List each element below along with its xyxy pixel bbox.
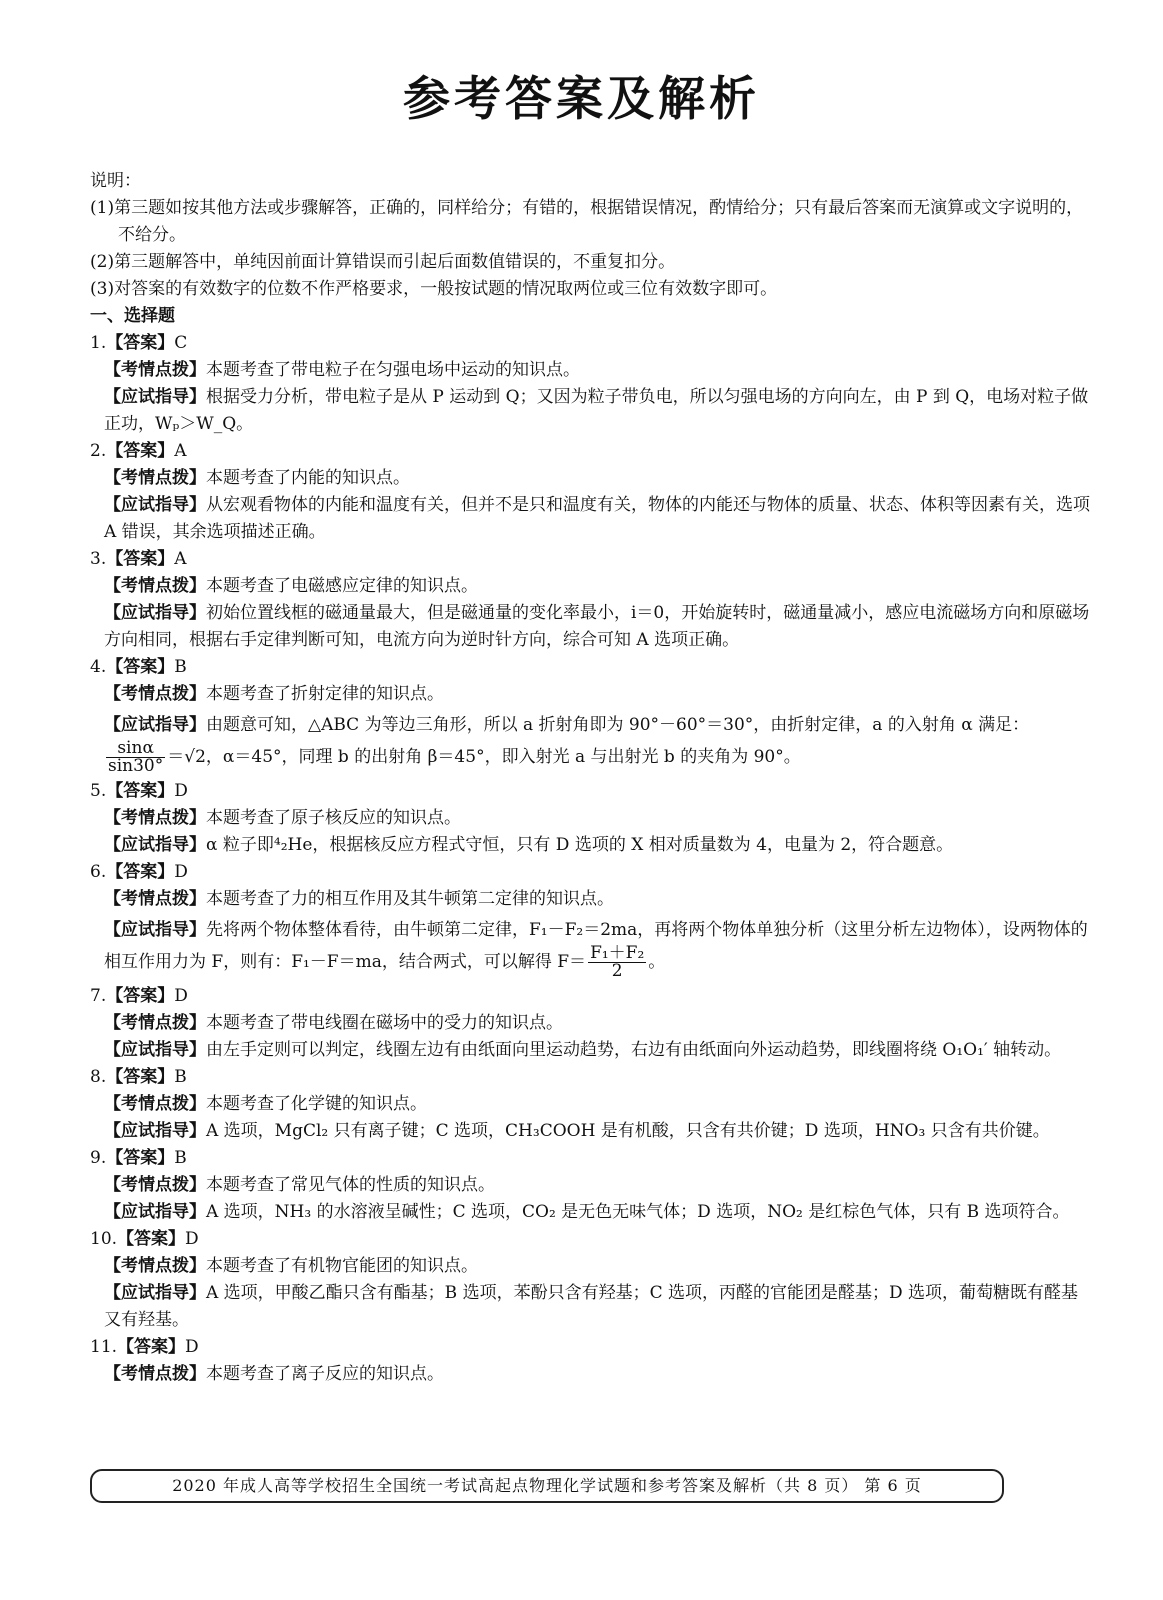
question-guide: 【应试指导】由左手定则可以判定，线圈左边有由纸面向里运动趋势，右边有由纸面向外运动趋势，即线圈将绕 O₁O₁′ 轴转动。 [104, 1040, 1062, 1060]
question-point: 【考情点拨】本题考查了折射定律的知识点。 [104, 684, 444, 704]
note-item: (1)第三题如按其他方法或步骤解答，正确的，同样给分；有错的，根据错误情况，酌情给分；只有最后答案而无演算或文字说明的，不给分。 [90, 198, 1084, 245]
page-footer: 2020 年成人高等学校招生全国统一考试高起点物理化学试题和参考答案及解析（共 8 页） 第 6 页 [90, 1469, 1004, 1503]
section-heading: 一、选择题 [90, 306, 175, 326]
question-answer: 1.【答案】C [90, 333, 188, 353]
question-point: 【考情点拨】本题考查了内能的知识点。 [104, 468, 410, 488]
question-guide: 【应试指导】先将两个物体整体看待，由牛顿第二定律，F₁－F₂＝2ma，再将两个物体单独分析（这里分析左边物体），设两物体的相互作用力为 F，则有：F₁－F＝ma，结合两式，可以解得 F＝ $\frac{\text{F₁＋F₂}}{2}$ 。 [104, 920, 1088, 981]
question-guide: 【应试指导】A 选项，NH₃ 的水溶液呈碱性；C 选项，CO₂ 是无色无味气体；D 选项，NO₂ 是红棕色气体，只有 B 选项符合。 [104, 1202, 1070, 1222]
note-item: (2)第三题解答中，单纯因前面计算错误而引起后面数值错误的，不重复扣分。 [90, 252, 676, 272]
question-guide: 【应试指导】A 选项，MgCl₂ 只有离子键；C 选项，CH₃COOH 是有机酸，只含有共价键；D 选项，HNO₃ 只含有共价键。 [104, 1121, 1050, 1141]
question-point: 【考情点拨】本题考查了力的相互作用及其牛顿第二定律的知识点。 [104, 889, 614, 909]
document-body [90, 168, 1090, 1388]
question-answer: 9.【答案】B [90, 1148, 187, 1168]
question-answer: 11.【答案】D [90, 1337, 199, 1357]
question-answer: 8.【答案】B [90, 1067, 187, 1087]
question-answer: 6.【答案】D [90, 862, 188, 882]
question-point: 【考情点拨】本题考查了带电线圈在磁场中的受力的知识点。 [104, 1013, 563, 1033]
question-guide: 【应试指导】α 粒子即⁴₂He，根据核反应方程式守恒，只有 D 选项的 X 相对质量数为 4，电量为 2，符合题意。 [104, 835, 954, 855]
notes-heading: 说明： [90, 171, 141, 191]
question-point: 【考情点拨】本题考查了带电粒子在匀强电场中运动的知识点。 [104, 360, 580, 380]
question-guide: 【应试指导】初始位置线框的磁通量最大，但是磁通量的变化率最小，i＝0，开始旋转时，磁通量减小，感应电流磁场方向和原磁场方向相同，根据右手定律判断可知，电流方向为逆时针方向，综合可知 A 选项正确。 [104, 603, 1090, 650]
question-answer: 7.【答案】D [90, 986, 188, 1006]
question-answer: 5.【答案】D [90, 781, 188, 801]
question-answer: 3.【答案】A [90, 549, 187, 569]
question-point: 【考情点拨】本题考查了电磁感应定律的知识点。 [104, 576, 478, 596]
question-answer: 4.【答案】B [90, 657, 187, 677]
question-answer: 2.【答案】A [90, 441, 187, 461]
question-point: 【考情点拨】本题考查了原子核反应的知识点。 [104, 808, 461, 828]
question-guide: 【应试指导】根据受力分析，带电粒子是从 P 运动到 Q；又因为粒子带负电，所以匀强电场的方向向左，由 P 到 Q，电场对粒子做正功，Wₚ＞W_Q。 [104, 387, 1089, 434]
page-title: 参考答案及解析 [403, 72, 760, 127]
question-point: 【考情点拨】本题考查了常见气体的性质的知识点。 [104, 1175, 495, 1195]
fraction: $\frac{\sin\alpha}{\sin 30^\circ}$ [108, 738, 164, 776]
question-answer: 10.【答案】D [90, 1229, 199, 1249]
question-point: 【考情点拨】本题考查了化学键的知识点。 [104, 1094, 427, 1114]
question-point: 【考情点拨】本题考查了离子反应的知识点。 [104, 1364, 444, 1384]
question-guide: 【应试指导】从宏观看物体的内能和温度有关，但并不是只和温度有关，物体的内能还与物体的质量、状态、体积等因素有关，选项 A 错误，其余选项描述正确。 [104, 495, 1090, 542]
question-guide: 【应试指导】由题意可知，△ABC 为等边三角形，所以 a 折射角即为 90°－60°＝30°，由折射定律，a 的入射角 α 满足： $\frac{\sin\alpha}{\sin 30^\circ}$ ＝√2，α＝45°，同理 b 的出射角 β＝45°，即入射光 a 与出射光 b 的夹角为 90°。 [104, 715, 1030, 776]
question-point: 【考情点拨】本题考查了有机物官能团的知识点。 [104, 1256, 478, 1276]
question-guide: 【应试指导】A 选项，甲酸乙酯只含有酯基；B 选项，苯酚只含有羟基；C 选项，丙醛的官能团是醛基；D 选项，葡萄糖既有醛基又有羟基。 [104, 1283, 1079, 1330]
note-item: (3)对答案的有效数字的位数不作严格要求，一般按试题的情况取两位或三位有效数字即可。 [90, 279, 778, 299]
fraction: $\frac{\text{F₁＋F₂}}{2}$ [590, 943, 645, 981]
